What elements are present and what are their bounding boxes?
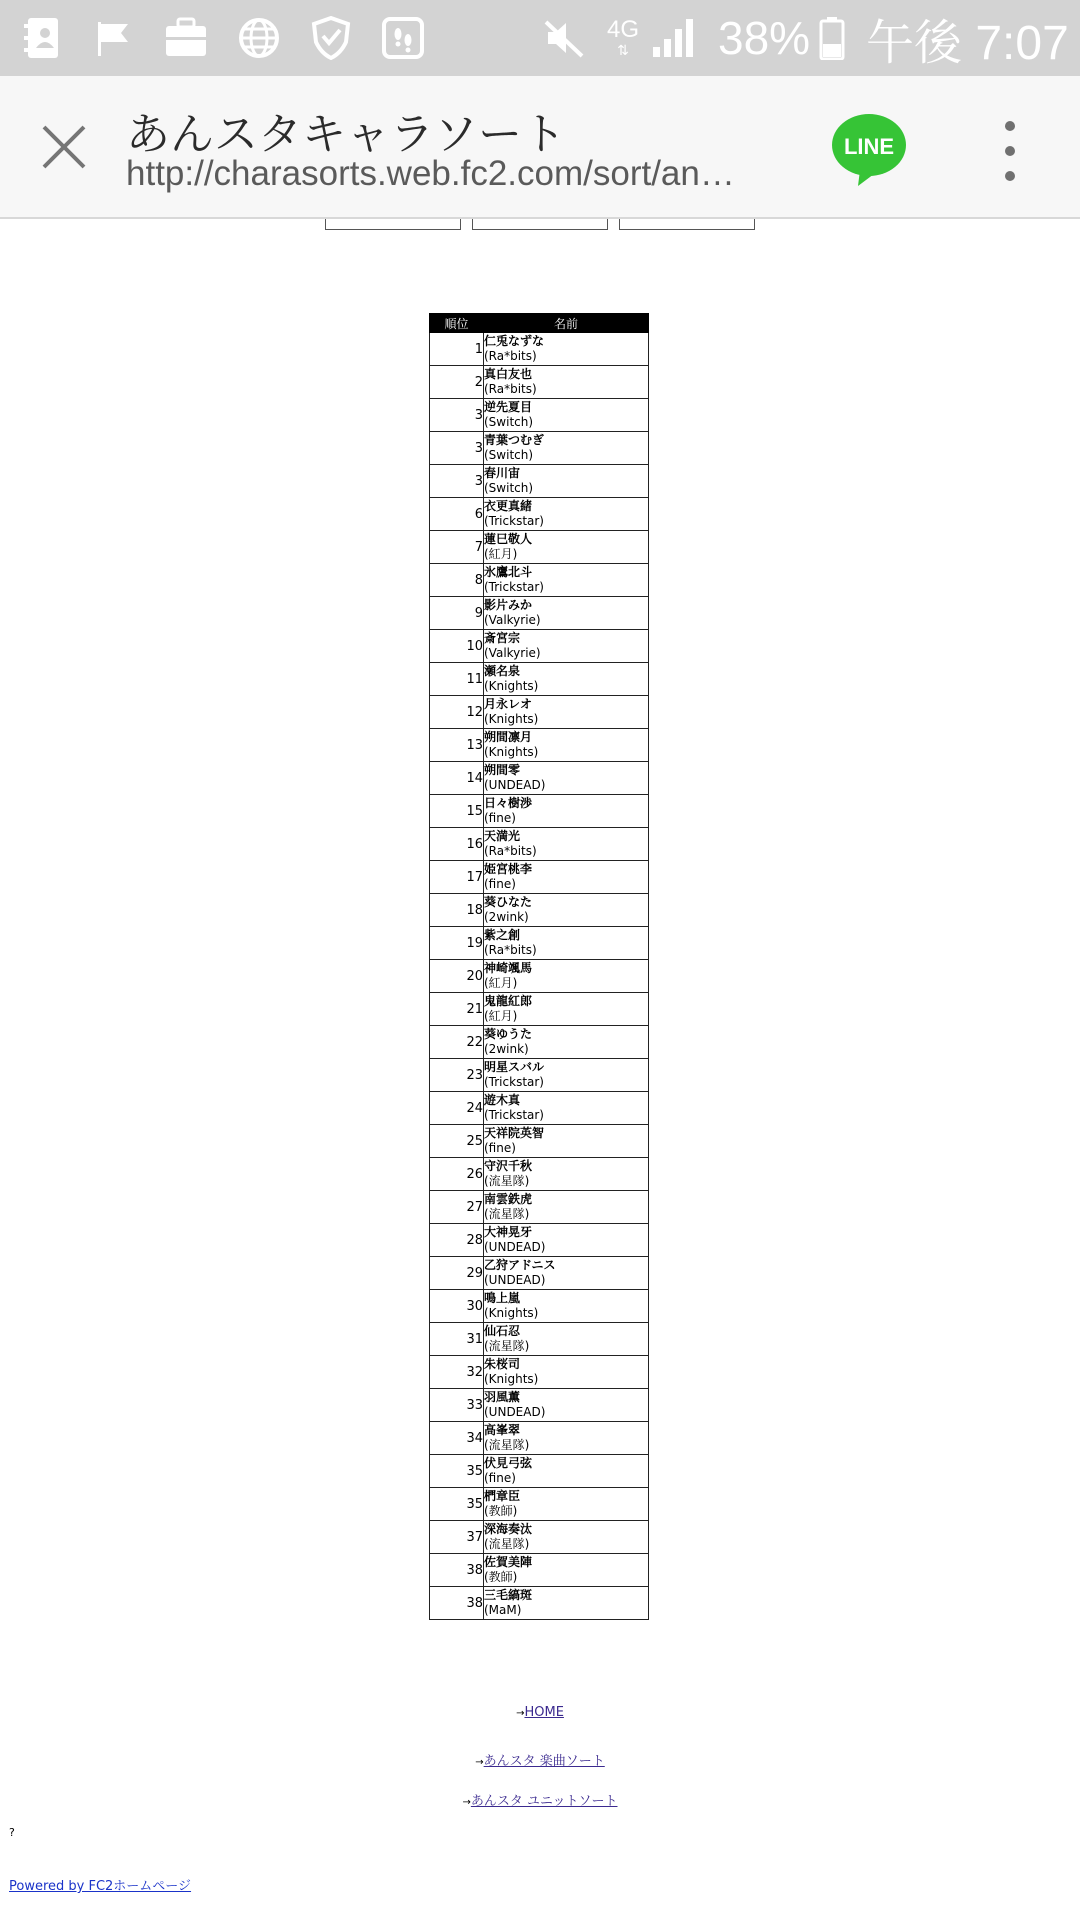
unit-name: (Ra*bits) bbox=[484, 382, 537, 396]
rank-cell: 1 bbox=[430, 333, 484, 366]
table-row bbox=[430, 1026, 649, 1059]
header-name: 名前 bbox=[484, 314, 649, 333]
unit-name: (MaM) bbox=[484, 1603, 522, 1617]
unit-sort-link-line bbox=[0, 1790, 1080, 1809]
rank-cell: 12 bbox=[430, 696, 484, 729]
network-indicator bbox=[602, 0, 644, 76]
footprint-app-icon bbox=[380, 0, 426, 76]
table-row bbox=[430, 1389, 649, 1422]
character-name: 氷鷹北斗 bbox=[484, 565, 533, 579]
arrow-icon: → bbox=[475, 1757, 484, 1768]
character-name: 守沢千秋 bbox=[484, 1159, 533, 1173]
name-cell bbox=[484, 1224, 649, 1257]
signal-icon bbox=[650, 0, 696, 76]
table-row bbox=[430, 663, 649, 696]
character-name: 高峯翠 bbox=[484, 1423, 521, 1437]
character-name: 朱桜司 bbox=[484, 1357, 521, 1371]
table-row bbox=[430, 399, 649, 432]
header-rank: 順位 bbox=[430, 314, 484, 333]
rank-cell: 26 bbox=[430, 1158, 484, 1191]
character-name: 深海奏汰 bbox=[484, 1522, 533, 1536]
table-row bbox=[430, 1356, 649, 1389]
table-row bbox=[430, 894, 649, 927]
table-row bbox=[430, 1422, 649, 1455]
top-button-1[interactable] bbox=[325, 219, 461, 230]
character-name: 遊木真 bbox=[484, 1093, 521, 1107]
table-row bbox=[430, 1158, 649, 1191]
name-cell bbox=[484, 894, 649, 927]
powered-by-link[interactable]: Powered by FC2ホームページ bbox=[9, 1879, 192, 1894]
rank-cell: 33 bbox=[430, 1389, 484, 1422]
unit-name: (流星隊) bbox=[484, 1339, 530, 1353]
name-cell bbox=[484, 861, 649, 894]
table-row bbox=[430, 465, 649, 498]
table-row bbox=[430, 432, 649, 465]
rank-cell: 14 bbox=[430, 762, 484, 795]
unit-name: (紅月) bbox=[484, 547, 518, 561]
name-cell bbox=[484, 531, 649, 564]
unit-name: (Switch) bbox=[484, 448, 534, 462]
table-row bbox=[430, 1488, 649, 1521]
unit-name: (紅月) bbox=[484, 1009, 518, 1023]
name-cell bbox=[484, 795, 649, 828]
table-row bbox=[430, 795, 649, 828]
top-button-2[interactable] bbox=[472, 219, 608, 230]
name-cell bbox=[484, 366, 649, 399]
rank-cell: 6 bbox=[430, 498, 484, 531]
rank-cell: 37 bbox=[430, 1521, 484, 1554]
unit-sort-link[interactable]: あんスタ ユニットソート bbox=[470, 1794, 618, 1809]
unit-name: (Trickstar) bbox=[484, 1108, 544, 1122]
rank-cell: 38 bbox=[430, 1554, 484, 1587]
rank-cell: 25 bbox=[430, 1125, 484, 1158]
table-row bbox=[430, 1125, 649, 1158]
unit-name: (UNDEAD) bbox=[484, 778, 546, 792]
globe-icon bbox=[236, 0, 282, 76]
character-name: 葵ゆうた bbox=[484, 1027, 533, 1041]
unit-name: (Valkyrie) bbox=[484, 646, 541, 660]
rank-cell: 22 bbox=[430, 1026, 484, 1059]
character-name: 鳴上嵐 bbox=[484, 1291, 521, 1305]
name-cell bbox=[484, 1290, 649, 1323]
name-cell bbox=[484, 696, 649, 729]
rank-cell: 18 bbox=[430, 894, 484, 927]
rank-cell: 31 bbox=[430, 1323, 484, 1356]
rank-cell: 3 bbox=[430, 465, 484, 498]
unit-name: (Ra*bits) bbox=[484, 349, 537, 363]
name-cell bbox=[484, 1422, 649, 1455]
character-name: 南雲鉄虎 bbox=[484, 1192, 533, 1206]
name-cell bbox=[484, 333, 649, 366]
unit-name: (Switch) bbox=[484, 415, 534, 429]
name-cell bbox=[484, 762, 649, 795]
unit-name: (fine) bbox=[484, 811, 516, 825]
mute-icon bbox=[540, 0, 588, 76]
rank-cell: 7 bbox=[430, 531, 484, 564]
name-cell bbox=[484, 927, 649, 960]
name-cell bbox=[484, 432, 649, 465]
table-row bbox=[430, 531, 649, 564]
battery-percent: 38% bbox=[718, 12, 811, 64]
unit-name: (Knights) bbox=[484, 712, 539, 726]
table-row bbox=[430, 1521, 649, 1554]
table-row bbox=[430, 1554, 649, 1587]
rank-cell: 19 bbox=[430, 927, 484, 960]
character-name: 乙狩アドニス bbox=[484, 1258, 556, 1272]
unit-name: (UNDEAD) bbox=[484, 1273, 546, 1287]
table-row bbox=[430, 960, 649, 993]
rank-cell: 24 bbox=[430, 1092, 484, 1125]
name-cell bbox=[484, 630, 649, 663]
character-name: 月永レオ bbox=[484, 697, 533, 711]
name-cell bbox=[484, 1356, 649, 1389]
name-cell bbox=[484, 1026, 649, 1059]
character-name: 日々樹渉 bbox=[484, 796, 533, 810]
table-row bbox=[430, 1455, 649, 1488]
rank-cell: 8 bbox=[430, 564, 484, 597]
browser-toolbar bbox=[0, 76, 1080, 219]
unit-name: (Knights) bbox=[484, 745, 539, 759]
character-name: 春川宙 bbox=[484, 466, 521, 480]
rank-cell: 15 bbox=[430, 795, 484, 828]
name-cell bbox=[484, 498, 649, 531]
rank-cell: 21 bbox=[430, 993, 484, 1026]
name-cell bbox=[484, 1092, 649, 1125]
table-row bbox=[430, 597, 649, 630]
table-row bbox=[430, 927, 649, 960]
unit-name: (Switch) bbox=[484, 481, 534, 495]
rank-cell: 29 bbox=[430, 1257, 484, 1290]
name-cell bbox=[484, 1554, 649, 1587]
table-row bbox=[430, 828, 649, 861]
battery-icon bbox=[818, 0, 846, 76]
home-link-line bbox=[0, 1705, 1080, 1720]
character-name: 逆先夏目 bbox=[484, 400, 533, 414]
clock: 午後 7:07 bbox=[866, 16, 1069, 70]
rank-cell: 11 bbox=[430, 663, 484, 696]
rank-cell: 3 bbox=[430, 432, 484, 465]
name-cell bbox=[484, 1455, 649, 1488]
ranking-table-body bbox=[430, 333, 649, 1620]
flag-icon bbox=[92, 0, 136, 76]
rank-cell: 28 bbox=[430, 1224, 484, 1257]
unit-name: (Valkyrie) bbox=[484, 613, 541, 627]
name-cell bbox=[484, 729, 649, 762]
unit-name: (教師) bbox=[484, 1504, 518, 1518]
name-cell bbox=[484, 1521, 649, 1554]
table-row bbox=[430, 1059, 649, 1092]
name-cell bbox=[484, 399, 649, 432]
question-mark: ? bbox=[9, 1826, 15, 1839]
name-cell bbox=[484, 1389, 649, 1422]
unit-name: (fine) bbox=[484, 1471, 516, 1485]
unit-name: (2wink) bbox=[484, 1042, 529, 1056]
character-name: 朔間凛月 bbox=[484, 730, 533, 744]
url-text[interactable]: http://charasorts.web.fc2.com/sort/an… bbox=[126, 154, 735, 193]
table-row bbox=[430, 366, 649, 399]
table-row bbox=[430, 498, 649, 531]
name-cell bbox=[484, 1323, 649, 1356]
top-button-3[interactable] bbox=[619, 219, 755, 230]
table-row bbox=[430, 1224, 649, 1257]
character-name: 羽風薫 bbox=[484, 1390, 521, 1404]
rank-cell: 17 bbox=[430, 861, 484, 894]
name-cell bbox=[484, 1125, 649, 1158]
unit-name: (Trickstar) bbox=[484, 580, 544, 594]
line-share-icon[interactable] bbox=[830, 112, 908, 188]
table-row bbox=[430, 861, 649, 894]
unit-name: (Ra*bits) bbox=[484, 844, 537, 858]
unit-name: (UNDEAD) bbox=[484, 1240, 546, 1254]
character-name: 大神晃牙 bbox=[484, 1225, 533, 1239]
rank-cell: 32 bbox=[430, 1356, 484, 1389]
character-name: 姫宮桃李 bbox=[484, 862, 533, 876]
character-name: 三毛縞斑 bbox=[484, 1588, 533, 1602]
unit-name: (流星隊) bbox=[484, 1174, 530, 1188]
unit-name: (流星隊) bbox=[484, 1537, 530, 1551]
name-cell bbox=[484, 1488, 649, 1521]
music-sort-link[interactable]: あんスタ 楽曲ソート bbox=[483, 1754, 605, 1769]
table-row bbox=[430, 993, 649, 1026]
rank-cell: 30 bbox=[430, 1290, 484, 1323]
character-name: 瀬名泉 bbox=[484, 664, 521, 678]
contacts-icon bbox=[22, 0, 64, 76]
character-name: 神崎颯馬 bbox=[484, 961, 533, 975]
unit-name: (流星隊) bbox=[484, 1438, 530, 1452]
rank-cell: 27 bbox=[430, 1191, 484, 1224]
table-row bbox=[430, 1092, 649, 1125]
rank-cell: 16 bbox=[430, 828, 484, 861]
table-row bbox=[430, 696, 649, 729]
table-header-row bbox=[430, 314, 649, 333]
unit-name: (fine) bbox=[484, 877, 516, 891]
data-arrows-icon: ⇅ bbox=[617, 42, 629, 58]
character-name: 佐賀美陣 bbox=[484, 1555, 533, 1569]
character-name: 青葉つむぎ bbox=[484, 433, 545, 447]
name-cell bbox=[484, 1257, 649, 1290]
shield-icon bbox=[309, 0, 353, 76]
svg-text:LINE: LINE bbox=[843, 134, 895, 159]
table-row bbox=[430, 1290, 649, 1323]
name-cell bbox=[484, 1587, 649, 1620]
unit-name: (流星隊) bbox=[484, 1207, 530, 1221]
unit-name: (Trickstar) bbox=[484, 514, 544, 528]
name-cell bbox=[484, 564, 649, 597]
page-title: あんスタキャラソート bbox=[126, 109, 566, 160]
name-cell bbox=[484, 663, 649, 696]
table-row bbox=[430, 333, 649, 366]
character-name: 紫之創 bbox=[484, 928, 521, 942]
rank-cell: 38 bbox=[430, 1587, 484, 1620]
unit-name: (fine) bbox=[484, 1141, 516, 1155]
briefcase-icon bbox=[162, 0, 210, 76]
character-name: 仙石忍 bbox=[484, 1324, 521, 1338]
rank-cell: 10 bbox=[430, 630, 484, 663]
name-cell bbox=[484, 828, 649, 861]
table-row bbox=[430, 1191, 649, 1224]
unit-name: (Knights) bbox=[484, 1306, 539, 1320]
character-name: 明星スバル bbox=[484, 1060, 545, 1074]
name-cell bbox=[484, 1059, 649, 1092]
character-name: 天満光 bbox=[484, 829, 521, 843]
unit-name: (2wink) bbox=[484, 910, 529, 924]
home-link[interactable]: HOME bbox=[524, 1705, 564, 1720]
rank-cell: 23 bbox=[430, 1059, 484, 1092]
table-row bbox=[430, 1587, 649, 1620]
unit-name: (Ra*bits) bbox=[484, 943, 537, 957]
unit-name: (UNDEAD) bbox=[484, 1405, 546, 1419]
character-name: 伏見弓弦 bbox=[484, 1456, 533, 1470]
rank-cell: 35 bbox=[430, 1488, 484, 1521]
music-sort-link-line bbox=[0, 1750, 1080, 1769]
rank-cell: 20 bbox=[430, 960, 484, 993]
status-bar bbox=[0, 0, 1080, 76]
name-cell bbox=[484, 960, 649, 993]
unit-name: (Knights) bbox=[484, 679, 539, 693]
table-row bbox=[430, 630, 649, 663]
character-name: 蓮巳敬人 bbox=[484, 532, 533, 546]
name-cell bbox=[484, 1158, 649, 1191]
character-name: 鬼龍紅郎 bbox=[484, 994, 533, 1008]
more-options-icon[interactable] bbox=[990, 116, 1030, 186]
rank-cell: 9 bbox=[430, 597, 484, 630]
name-cell bbox=[484, 597, 649, 630]
rank-cell: 2 bbox=[430, 366, 484, 399]
unit-name: (Knights) bbox=[484, 1372, 539, 1386]
character-name: 真白友也 bbox=[484, 367, 533, 381]
name-cell bbox=[484, 465, 649, 498]
rank-cell: 34 bbox=[430, 1422, 484, 1455]
character-name: 葵ひなた bbox=[484, 895, 533, 909]
name-cell bbox=[484, 1191, 649, 1224]
rank-cell: 3 bbox=[430, 399, 484, 432]
arrow-icon: → bbox=[462, 1797, 471, 1808]
table-row bbox=[430, 1323, 649, 1356]
table-row bbox=[430, 1257, 649, 1290]
unit-name: (Trickstar) bbox=[484, 1075, 544, 1089]
rank-cell: 35 bbox=[430, 1455, 484, 1488]
close-icon[interactable] bbox=[34, 117, 94, 177]
character-name: 影片みか bbox=[484, 598, 533, 612]
character-name: 衣更真緒 bbox=[484, 499, 533, 513]
character-name: 仁兎なずな bbox=[484, 334, 545, 348]
character-name: 天祥院英智 bbox=[484, 1126, 545, 1140]
character-name: 朔間零 bbox=[484, 763, 521, 777]
table-row bbox=[430, 564, 649, 597]
arrow-icon: → bbox=[516, 1708, 525, 1719]
character-name: 斎宮宗 bbox=[484, 631, 521, 645]
unit-name: (紅月) bbox=[484, 976, 518, 990]
table-row bbox=[430, 729, 649, 762]
table-row bbox=[430, 762, 649, 795]
name-cell bbox=[484, 993, 649, 1026]
network-type: 4G bbox=[606, 16, 639, 43]
character-name: 椚章臣 bbox=[484, 1489, 521, 1503]
ranking-table bbox=[429, 313, 649, 1620]
unit-name: (教師) bbox=[484, 1570, 518, 1584]
rank-cell: 13 bbox=[430, 729, 484, 762]
